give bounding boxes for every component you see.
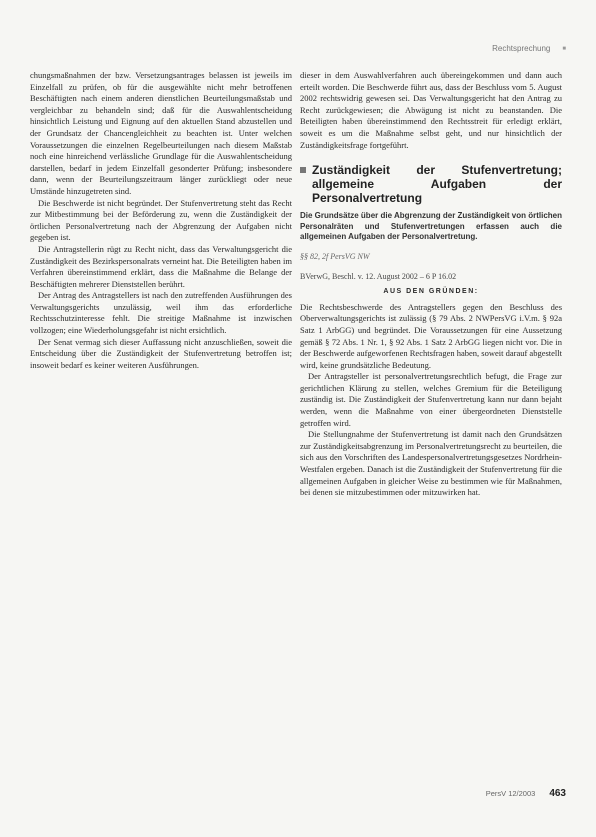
body-paragraph: Der Antragsteller ist personalvertretungsrechtlich befugt, die Frage zur gerichtlichen Klärung zu stellen, welches Gremium für die Beteiligung zuständig ist. Die Zuständigkeit der Stufenvertretung kann nur dann bejaht werden, wenn die Maßnahme von einer übergeordneten Dienststelle getroffen wird.	[300, 371, 562, 428]
page-footer	[486, 788, 566, 799]
square-bullet-icon	[300, 167, 306, 173]
headnote: Die Grundsätze über die Abgrenzung der Zuständigkeit von örtlichen Personalräten und Stufenvertretungen erfassen auch die allgemeinen Aufgaben der Personalvertretung.	[300, 211, 562, 242]
body-paragraph: dieser in dem Auswahlverfahren auch übereingekommen und dann auch erteilt worden. Die Beschwerde führt aus, dass der Beschluss vom 5. August 2002 rechtswidrig gewesen sei. Das Verwaltungsgericht hat den Antrag zu Recht zurückgewiesen; die Abwägung ist nicht zu beanstanden. Die Beteiligten haben übereinstimmend den Rechtsstreit für erledigt erklärt, soweit es um die Maßnahme selbst geht, und nur hinsichtlich der Zuständigkeitsfrage fortgeführt.	[300, 70, 562, 150]
body-paragraph: Die Rechtsbeschwerde des Antragstellers gegen den Beschluss des Oberverwaltungsgerichts ist zulässig (§ 79 Abs. 2 NWPersVG i.V.m. § 92a Satz 1 ArbGG) und begründet. Die Voraussetzungen für eine Aussetzung gemäß § 72 Abs. 1 Nr. 1, § 92 Abs. 1 Satz 2 ArbGG liegen nicht vor. Die in der Beschwerde aufgeworfenen Rechtsfragen haben, soweit darauf abgestellt wird, keine grundsätzliche Bedeutung.	[300, 301, 562, 370]
left-column	[30, 70, 292, 371]
body-paragraph: Der Antrag des Antragstellers ist nach den zutreffenden Ausführungen des Verwaltungsgerichts unzulässig, weil ihm das erforderliche Rechtsschutzinteresse fehlt. Die streitige Maßnahme ist inzwischen vollzogen; eine Wiederholungsgefahr ist nicht ersichtlich.	[30, 290, 292, 336]
body-paragraph: Der Senat vermag sich dieser Auffassung nicht anzuschließen, soweit die Entscheidung über die Zuständigkeit der Stufenvertretung betroffen ist; insoweit bedarf es keiner weiteren Ausführungen.	[30, 336, 292, 370]
ruling-reference: BVerwG, Beschl. v. 12. August 2002 – 6 P 16.02	[300, 271, 457, 281]
running-header	[492, 44, 566, 53]
page-number: 463	[549, 788, 566, 799]
section-heading	[300, 163, 562, 205]
body-paragraph: Die Antragstellerin rügt zu Recht nicht, dass das Verwaltungsgericht die Zuständigkeit des Bezirkspersonalrats verneint hat. Die Beteiligten haben im Verfahren übereinstimmend erklärt, dass die Maßnahme die Belange der Beschäftigten mehrerer Dienststellen berührt.	[30, 243, 292, 289]
section-title: Zuständigkeit der Stufenvertretung; allgemeine Aufgaben der Personalvertretung	[312, 163, 562, 206]
section-label: Rechtsprechung	[492, 44, 551, 53]
journal-reference: PersV 12/2003	[485, 789, 536, 798]
reasons-heading: AUS DEN GRÜNDEN:	[383, 288, 479, 296]
body-paragraph: chungsmaßnahmen der bzw. Versetzungsantrages belassen ist jeweils im Einzelfall zu prüfen, ob für die ausgewählte nicht mehr betroffenen Beschäftigten nach einem anderen dienstlichen Beurteilungsmaßstab und vergleichbar zu behandeln sind; daß für die Auswahlentscheidung hinsichtlich Leistung und Eignung auf den aktuellen Stand abzustellen und der Grundsatz der Chancengleichheit zu beachten ist. Unter welchen Voraussetzungen die einzelnen Regelbeurteilungen nach diesem Maßstab noch eine hinreichend verlässliche Grundlage für die Auswahlentscheidung darstellen, bedarf in jedem Einzelfall gesonderter Prüfung; insbesondere dann, wenn der Beurteilungszeitraum länger zurückliegt oder neue Umstände hinzugetreten sind.	[30, 70, 292, 196]
body-paragraph: Die Beschwerde ist nicht begründet. Der Stufenvertretung steht das Recht zur Mitbestimmung bei der Beförderung zu, wenn die Zuständigkeit der örtlichen Personalvertretung nach der Abgrenzung der Aufgaben nicht gegeben ist.	[30, 197, 292, 243]
square-bullet-icon: ■	[562, 45, 566, 52]
statute-citation: §§ 82, 2f PersVG NW	[300, 251, 370, 261]
right-column	[300, 70, 562, 499]
body-paragraph: Die Stellungnahme der Stufenvertretung ist damit nach den Grundsätzen zur Zuständigkeitsabgrenzung im Personalvertretungsrecht zu beurteilen, die sich aus den Vorschriften des Landespersonalvertretungsgesetzes Nordrhein-Westfalen ergeben. Danach ist die Zuständigkeit der Stufenvertretung für die allgemeinen Aufgaben in gleicher Weise zu bestimmen wie für Maßnahmen, bei denen sie mitzubestimmen oder mitzuwirken hat.	[300, 429, 562, 498]
